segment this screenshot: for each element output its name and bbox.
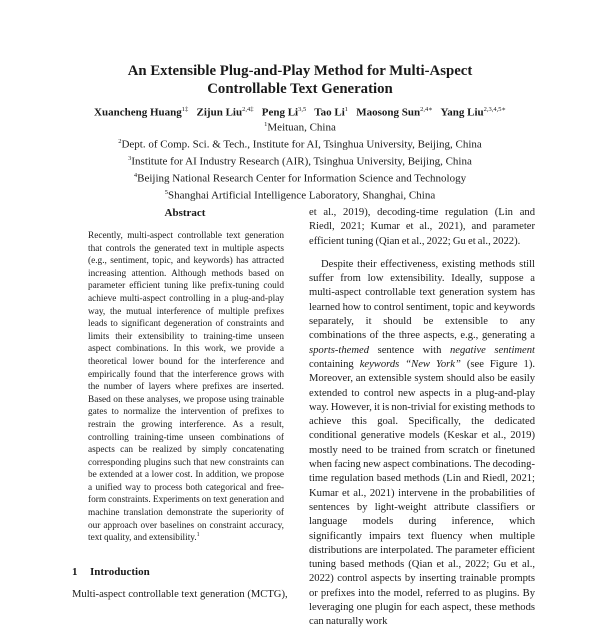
author-affil-mark: 2,4∗ (420, 106, 433, 113)
author-name: Yang Liu (440, 106, 484, 119)
intro-first-line: Multi-aspect controllable text generation (MCTG), (72, 589, 288, 600)
section-number: 1 (72, 566, 78, 578)
affiliation-line: $^5$Shanghai Artificial Intelligence Laboratory, Shanghai, China (164, 188, 436, 202)
author-affil-mark: 2,3,4,5∗ (483, 106, 506, 113)
footnote-mark: 1 (196, 532, 200, 539)
right-column-text (309, 206, 535, 630)
affiliation-line: $^3$Institute for AI Industry Research (AIR), Tsinghua University, Beijing, China (128, 154, 472, 168)
author-affil-mark: 1 (344, 106, 349, 113)
author-affil-mark: 1‡ (181, 106, 189, 113)
affiliation-line: $^2$Dept. of Comp. Sci. & Tech., Institute for AI, Tsinghua University, Beijing, China (118, 137, 482, 151)
author-name: Maosong Sun (356, 106, 421, 119)
affiliation-line: $^4$Beijing National Research Center for Information Science and Technology (133, 171, 467, 185)
section-title: Introduction (90, 566, 150, 578)
author-name: Tao Li (314, 106, 345, 119)
author-affil-mark: 3,5 (298, 106, 307, 113)
paragraph: et al., 2019), decoding-time regulation (Lin and Riedl, 2021; Kumar et al., 2021), and parameter efficient tuning (Qian et al., 2022; Gu et al., 2022). (309, 207, 535, 247)
abstract-heading: Abstract (164, 207, 206, 219)
paper-title (0, 62, 600, 98)
paragraph: Despite their effectiveness, existing methods still suffer from low extensibility. Ideally, suppose a multi-aspect controllable text generation system has learned how to control sentiment, topic and keywords separately, it should be extensible to any combinations of the three aspects, e.g., generating a sports-themed sentence with negative sentiment containing keywords “New York” (see Figure 1). Moreover, an extensible system should also be easily extended to control new aspects in a plug-and-play way. However, it is non-trivial for existing methods to achieve this goal. Specifically, the dedicated conditional generative models (Keskar et al., 2019) mostly need to be trained from scratch or finetuned when facing new aspect combinations. The decoding-time regulation based methods (Lin and Riedl, 2021; Kumar et al., 2021) intervene in the probabilities of sentences by light-weight attribute classifiers or language models during inference, which significantly impairs text fluency when multiple distributions are interpolated. The parameter efficient tuning based methods (Qian et al., 2022; Gu et al., 2022) control aspects by inserting trainable prompts or prefixes into the model, referred to as plugins. By leveraging one plugin for each aspect, these methods can naturally work (309, 258, 535, 628)
author-name: Xuancheng Huang (94, 106, 182, 119)
section-heading-introduction (72, 566, 150, 578)
affiliation-line: $^1$Meituan, China (264, 121, 336, 134)
title-line-1: An Extensible Plug-and-Play Method for Multi-Aspect (127, 63, 473, 79)
author-name: Peng Li (261, 106, 299, 119)
title-line-2: Controllable Text Generation (207, 81, 393, 97)
affiliation-list (0, 118, 600, 203)
author-affil-mark: 2,4‡ (242, 106, 254, 113)
author-name: Zijun Liu (196, 106, 243, 119)
abstract-text: Recently, multi-aspect controllable text generation that controls the generated text in multiple aspects (e.g., sentiment, topic, and keywords) has attracted increasing attention. Although methods based on parameter efficient tuning like prefix-tuning could achieve multi-aspect controlling in a plug-and-play way, the mutual interference of multiple prefixes leads to significant degeneration of constraints and limits their extensibility to training-time unseen aspect combinations. In this work, we provide a theoretical lower bound for the interference and empirically found that the interference grows with the number of layers where prefixes are inserted. Based on these analyses, we propose using trainable gates to normalize the intervention of prefixes to restrain the growing interference. As a result, controlling training-time unseen combinations of aspects can be realized by simply concatenating corresponding plugins such that new constraints can be extended at a lower cost. In addition, we propose a unified way to process both categorical and free-form constraints. Experiments on text generation and machine translation demonstrate the superiority of our approach over baselines on constraint accuracy, text quality, and extensibility.$^1$ (88, 231, 284, 544)
